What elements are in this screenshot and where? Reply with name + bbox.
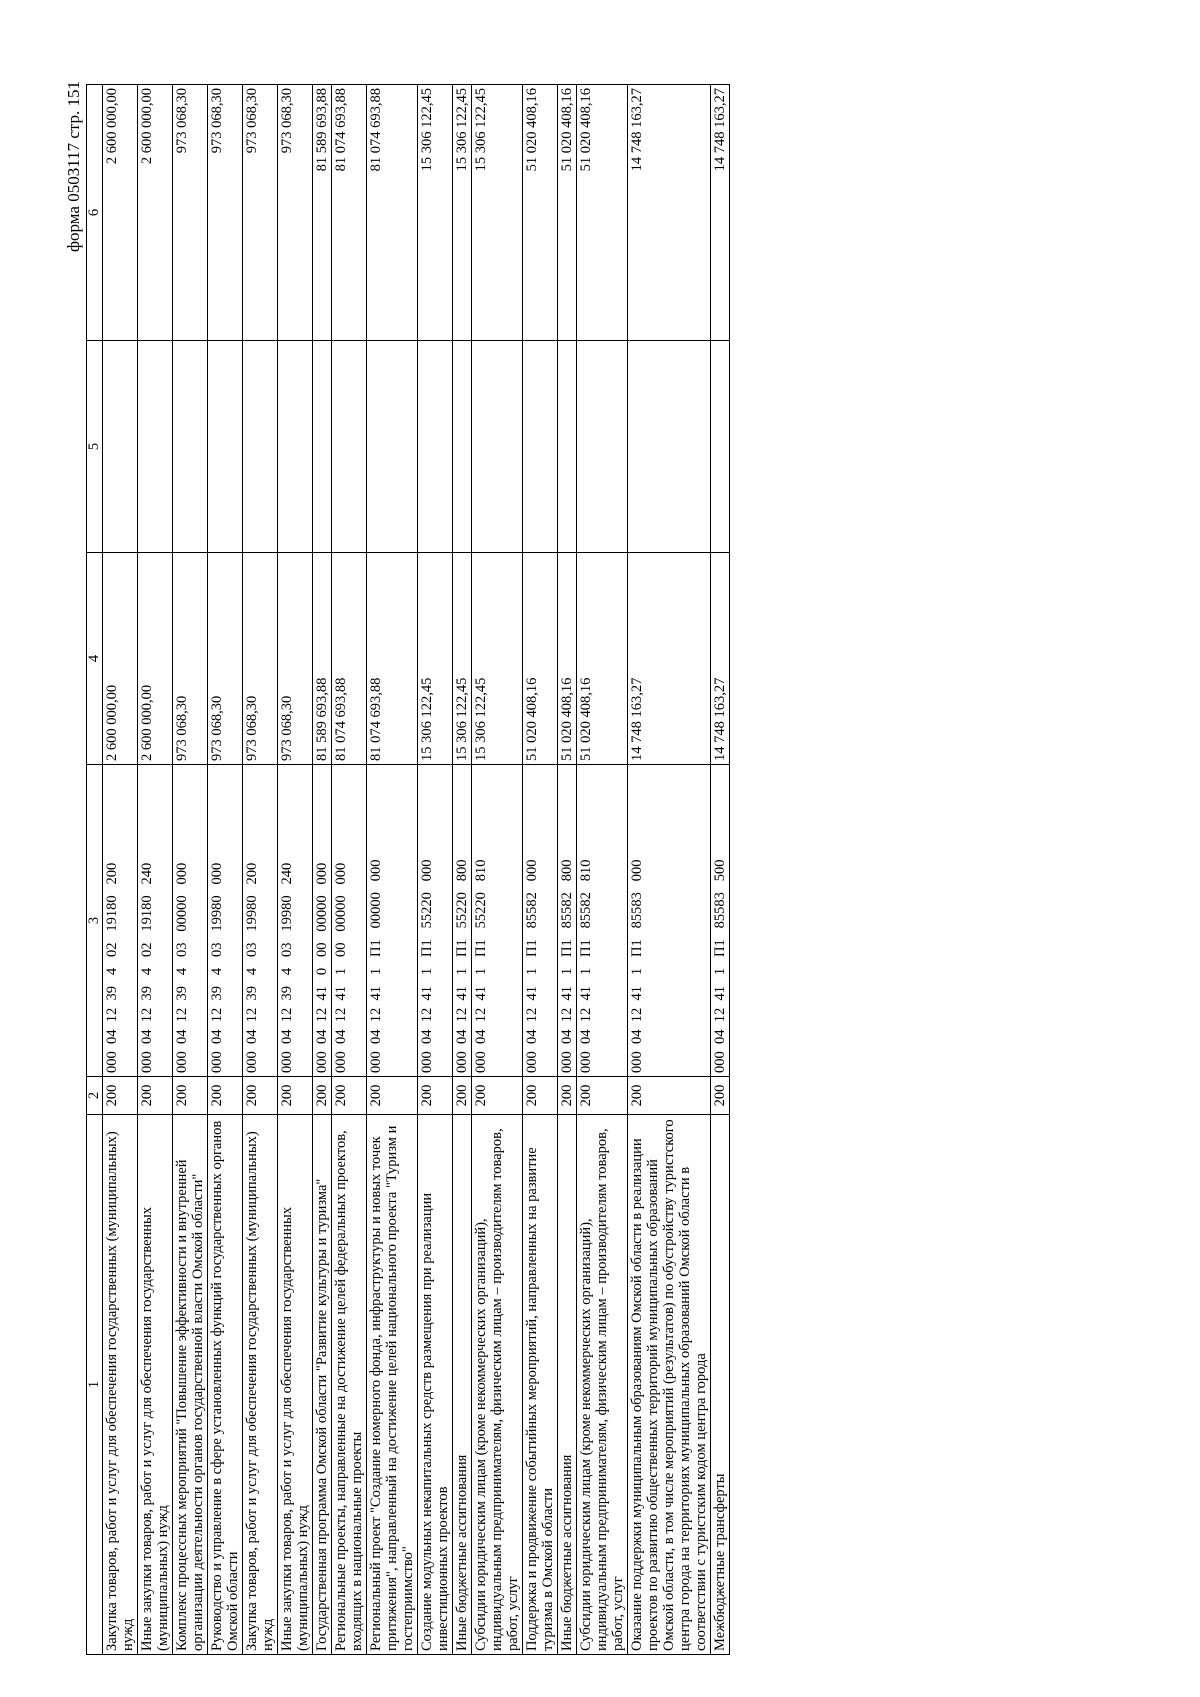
row-col4-cell: 51 020 408,16 <box>558 553 577 765</box>
row-col5-cell <box>418 341 453 553</box>
row-code-cell: 200 <box>332 1077 367 1115</box>
row-col5-cell <box>558 341 577 553</box>
row-name-cell: Руководство и управление в сфере установленных функций государственных органов Омской области <box>208 1115 243 1655</box>
row-col4-cell: 81 074 693,88 <box>367 553 418 765</box>
row-code-cell: 200 <box>418 1077 453 1115</box>
table-row <box>628 85 711 1655</box>
row-code-cell: 200 <box>711 1077 730 1115</box>
row-kbk-cell: 000 04 12 39 4 03 19980 000 <box>208 765 243 1077</box>
row-col5-cell <box>208 341 243 553</box>
row-name-cell: Иные закупки товаров, работ и услуг для обеспечения государственных (муниципальных) нужд <box>138 1115 173 1655</box>
header-col-6: 6 <box>87 85 103 341</box>
row-code-cell: 200 <box>138 1077 173 1115</box>
report-table <box>86 84 730 1655</box>
row-name-cell: Субсидии юридическим лицам (кроме некоммерческих организаций), индивидуальным предпринимателям, физическим лицам – производителям товаров, работ, услуг <box>577 1115 628 1655</box>
row-name-cell: Региональные проекты, направленные на достижение целей федеральных проектов, входящих в национальные проекты <box>332 1115 367 1655</box>
row-col6-cell: 973 068,30 <box>173 85 208 341</box>
row-col5-cell <box>313 341 332 553</box>
header-col-1: 1 <box>87 1115 103 1655</box>
row-code-cell: 200 <box>453 1077 472 1115</box>
row-col4-cell: 15 306 122,45 <box>472 553 523 765</box>
row-col4-cell: 15 306 122,45 <box>453 553 472 765</box>
row-col5-cell <box>103 341 138 553</box>
row-kbk-cell: 000 04 12 41 1 П1 85583 000 <box>628 765 711 1077</box>
row-kbk-cell: 000 04 12 41 1 П1 55220 800 <box>453 765 472 1077</box>
row-name-cell: Создание модульных некапитальных средств размещения при реализации инвестиционных проектов <box>418 1115 453 1655</box>
table-row <box>367 85 418 1655</box>
row-col6-cell: 14 748 163,27 <box>628 85 711 341</box>
row-kbk-cell: 000 04 12 41 1 П1 00000 000 <box>367 765 418 1077</box>
row-code-cell: 200 <box>243 1077 278 1115</box>
row-col4-cell: 81 074 693,88 <box>332 553 367 765</box>
row-name-cell: Государственная программа Омской области "Развитие культуры и туризма" <box>313 1115 332 1655</box>
row-code-cell: 200 <box>103 1077 138 1115</box>
table-row <box>173 85 208 1655</box>
row-col6-cell: 51 020 408,16 <box>523 85 558 341</box>
row-name-cell: Закупка товаров, работ и услуг для обеспечения государственных (муниципальных) нужд <box>243 1115 278 1655</box>
table-row <box>711 85 730 1655</box>
table-body <box>103 85 730 1655</box>
row-col4-cell: 81 589 693,88 <box>313 553 332 765</box>
row-col5-cell <box>367 341 418 553</box>
row-kbk-cell: 000 04 12 41 1 П1 85582 800 <box>558 765 577 1077</box>
row-col6-cell: 973 068,30 <box>278 85 313 341</box>
row-col5-cell <box>711 341 730 553</box>
row-col4-cell: 15 306 122,45 <box>418 553 453 765</box>
row-name-cell: Комплекс процессных мероприятий "Повышение эффективности и внутренней организации деятельности органов государственной власти Омской области" <box>173 1115 208 1655</box>
table-row <box>453 85 472 1655</box>
row-code-cell: 200 <box>208 1077 243 1115</box>
table-row <box>138 85 173 1655</box>
table-row <box>558 85 577 1655</box>
row-name-cell: Региональный проект "Создание номерного фонда, инфраструктуры и новых точек притяжения", направленный на достижение целей национального проекта "Туризм и гостеприимство" <box>367 1115 418 1655</box>
row-code-cell: 200 <box>628 1077 711 1115</box>
row-kbk-cell: 000 04 12 41 1 П1 55220 000 <box>418 765 453 1077</box>
row-col5-cell <box>523 341 558 553</box>
row-code-cell: 200 <box>173 1077 208 1115</box>
row-col6-cell: 2 600 000,00 <box>103 85 138 341</box>
row-col4-cell: 14 748 163,27 <box>711 553 730 765</box>
row-col4-cell: 2 600 000,00 <box>138 553 173 765</box>
row-code-cell: 200 <box>558 1077 577 1115</box>
row-col5-cell <box>628 341 711 553</box>
row-code-cell: 200 <box>367 1077 418 1115</box>
row-col4-cell: 51 020 408,16 <box>577 553 628 765</box>
row-col4-cell: 973 068,30 <box>208 553 243 765</box>
table-row <box>313 85 332 1655</box>
table-row <box>332 85 367 1655</box>
row-col4-cell: 2 600 000,00 <box>103 553 138 765</box>
row-col6-cell: 51 020 408,16 <box>577 85 628 341</box>
row-col6-cell: 51 020 408,16 <box>558 85 577 341</box>
row-code-cell: 200 <box>278 1077 313 1115</box>
table-row <box>243 85 278 1655</box>
row-kbk-cell: 000 04 12 41 0 00 00000 000 <box>313 765 332 1077</box>
row-kbk-cell: 000 04 12 39 4 03 00000 000 <box>173 765 208 1077</box>
row-kbk-cell: 000 04 12 39 4 02 19180 240 <box>138 765 173 1077</box>
row-col6-cell: 973 068,30 <box>243 85 278 341</box>
row-name-cell: Закупка товаров, работ и услуг для обеспечения государственных (муниципальных) нужд <box>103 1115 138 1655</box>
row-col5-cell <box>243 341 278 553</box>
row-kbk-cell: 000 04 12 39 4 02 19180 200 <box>103 765 138 1077</box>
row-col4-cell: 51 020 408,16 <box>523 553 558 765</box>
form-label: форма 0503117 стр. 151 <box>64 81 83 252</box>
table-row <box>523 85 558 1655</box>
row-col5-cell <box>173 341 208 553</box>
row-name-cell: Межбюджетные трансферты <box>711 1115 730 1655</box>
table-row <box>418 85 453 1655</box>
row-col6-cell: 81 074 693,88 <box>332 85 367 341</box>
table-row <box>472 85 523 1655</box>
row-col6-cell: 81 589 693,88 <box>313 85 332 341</box>
row-col6-cell: 2 600 000,00 <box>138 85 173 341</box>
row-col4-cell: 973 068,30 <box>278 553 313 765</box>
header-col-2: 2 <box>87 1077 103 1115</box>
table-row <box>103 85 138 1655</box>
row-col4-cell: 14 748 163,27 <box>628 553 711 765</box>
row-name-cell: Оказание поддержки муниципальным образованиям Омской области в реализации проектов по развитию общественных территорий муниципальных образований Омской области, в том числе мероприятий (результатов) по обустройству туристского центра города на территориях муниципальных образований Омской области в соответствии с туристским кодом центра города <box>628 1115 711 1655</box>
header-col-4: 4 <box>87 553 103 765</box>
row-code-cell: 200 <box>472 1077 523 1115</box>
row-name-cell: Иные бюджетные ассигнования <box>558 1115 577 1655</box>
row-kbk-cell: 000 04 12 41 1 П1 55220 810 <box>472 765 523 1077</box>
header-col-5: 5 <box>87 341 103 553</box>
row-col6-cell: 14 748 163,27 <box>711 85 730 341</box>
table-row <box>208 85 243 1655</box>
row-kbk-cell: 000 04 12 39 4 03 19980 200 <box>243 765 278 1077</box>
header-col-3: 3 <box>87 765 103 1077</box>
row-kbk-cell: 000 04 12 41 1 П1 85582 000 <box>523 765 558 1077</box>
row-kbk-cell: 000 04 12 41 1 00 00000 000 <box>332 765 367 1077</box>
row-col4-cell: 973 068,30 <box>243 553 278 765</box>
row-name-cell: Поддержка и продвижение событийных мероприятий, направленных на развитие туризма в Омской области <box>523 1115 558 1655</box>
row-col5-cell <box>278 341 313 553</box>
row-code-cell: 200 <box>313 1077 332 1115</box>
rotated-page <box>64 75 1144 1655</box>
row-kbk-cell: 000 04 12 41 1 П1 85582 810 <box>577 765 628 1077</box>
row-col6-cell: 15 306 122,45 <box>418 85 453 341</box>
row-col5-cell <box>138 341 173 553</box>
row-col4-cell: 973 068,30 <box>173 553 208 765</box>
row-name-cell: Субсидии юридическим лицам (кроме некоммерческих организаций), индивидуальным предпринимателям, физическим лицам – производителям товаров, работ, услуг <box>472 1115 523 1655</box>
row-name-cell: Иные бюджетные ассигнования <box>453 1115 472 1655</box>
row-col6-cell: 81 074 693,88 <box>367 85 418 341</box>
row-col6-cell: 15 306 122,45 <box>472 85 523 341</box>
row-col6-cell: 973 068,30 <box>208 85 243 341</box>
row-col5-cell <box>577 341 628 553</box>
row-col6-cell: 15 306 122,45 <box>453 85 472 341</box>
table-row <box>278 85 313 1655</box>
row-name-cell: Иные закупки товаров, работ и услуг для обеспечения государственных (муниципальных) нужд <box>278 1115 313 1655</box>
row-code-cell: 200 <box>577 1077 628 1115</box>
row-code-cell: 200 <box>523 1077 558 1115</box>
row-col5-cell <box>453 341 472 553</box>
header-row <box>87 85 103 1655</box>
row-kbk-cell: 000 04 12 41 1 П1 85583 500 <box>711 765 730 1077</box>
row-col5-cell <box>472 341 523 553</box>
row-col5-cell <box>332 341 367 553</box>
row-kbk-cell: 000 04 12 39 4 03 19980 240 <box>278 765 313 1077</box>
table-row <box>577 85 628 1655</box>
